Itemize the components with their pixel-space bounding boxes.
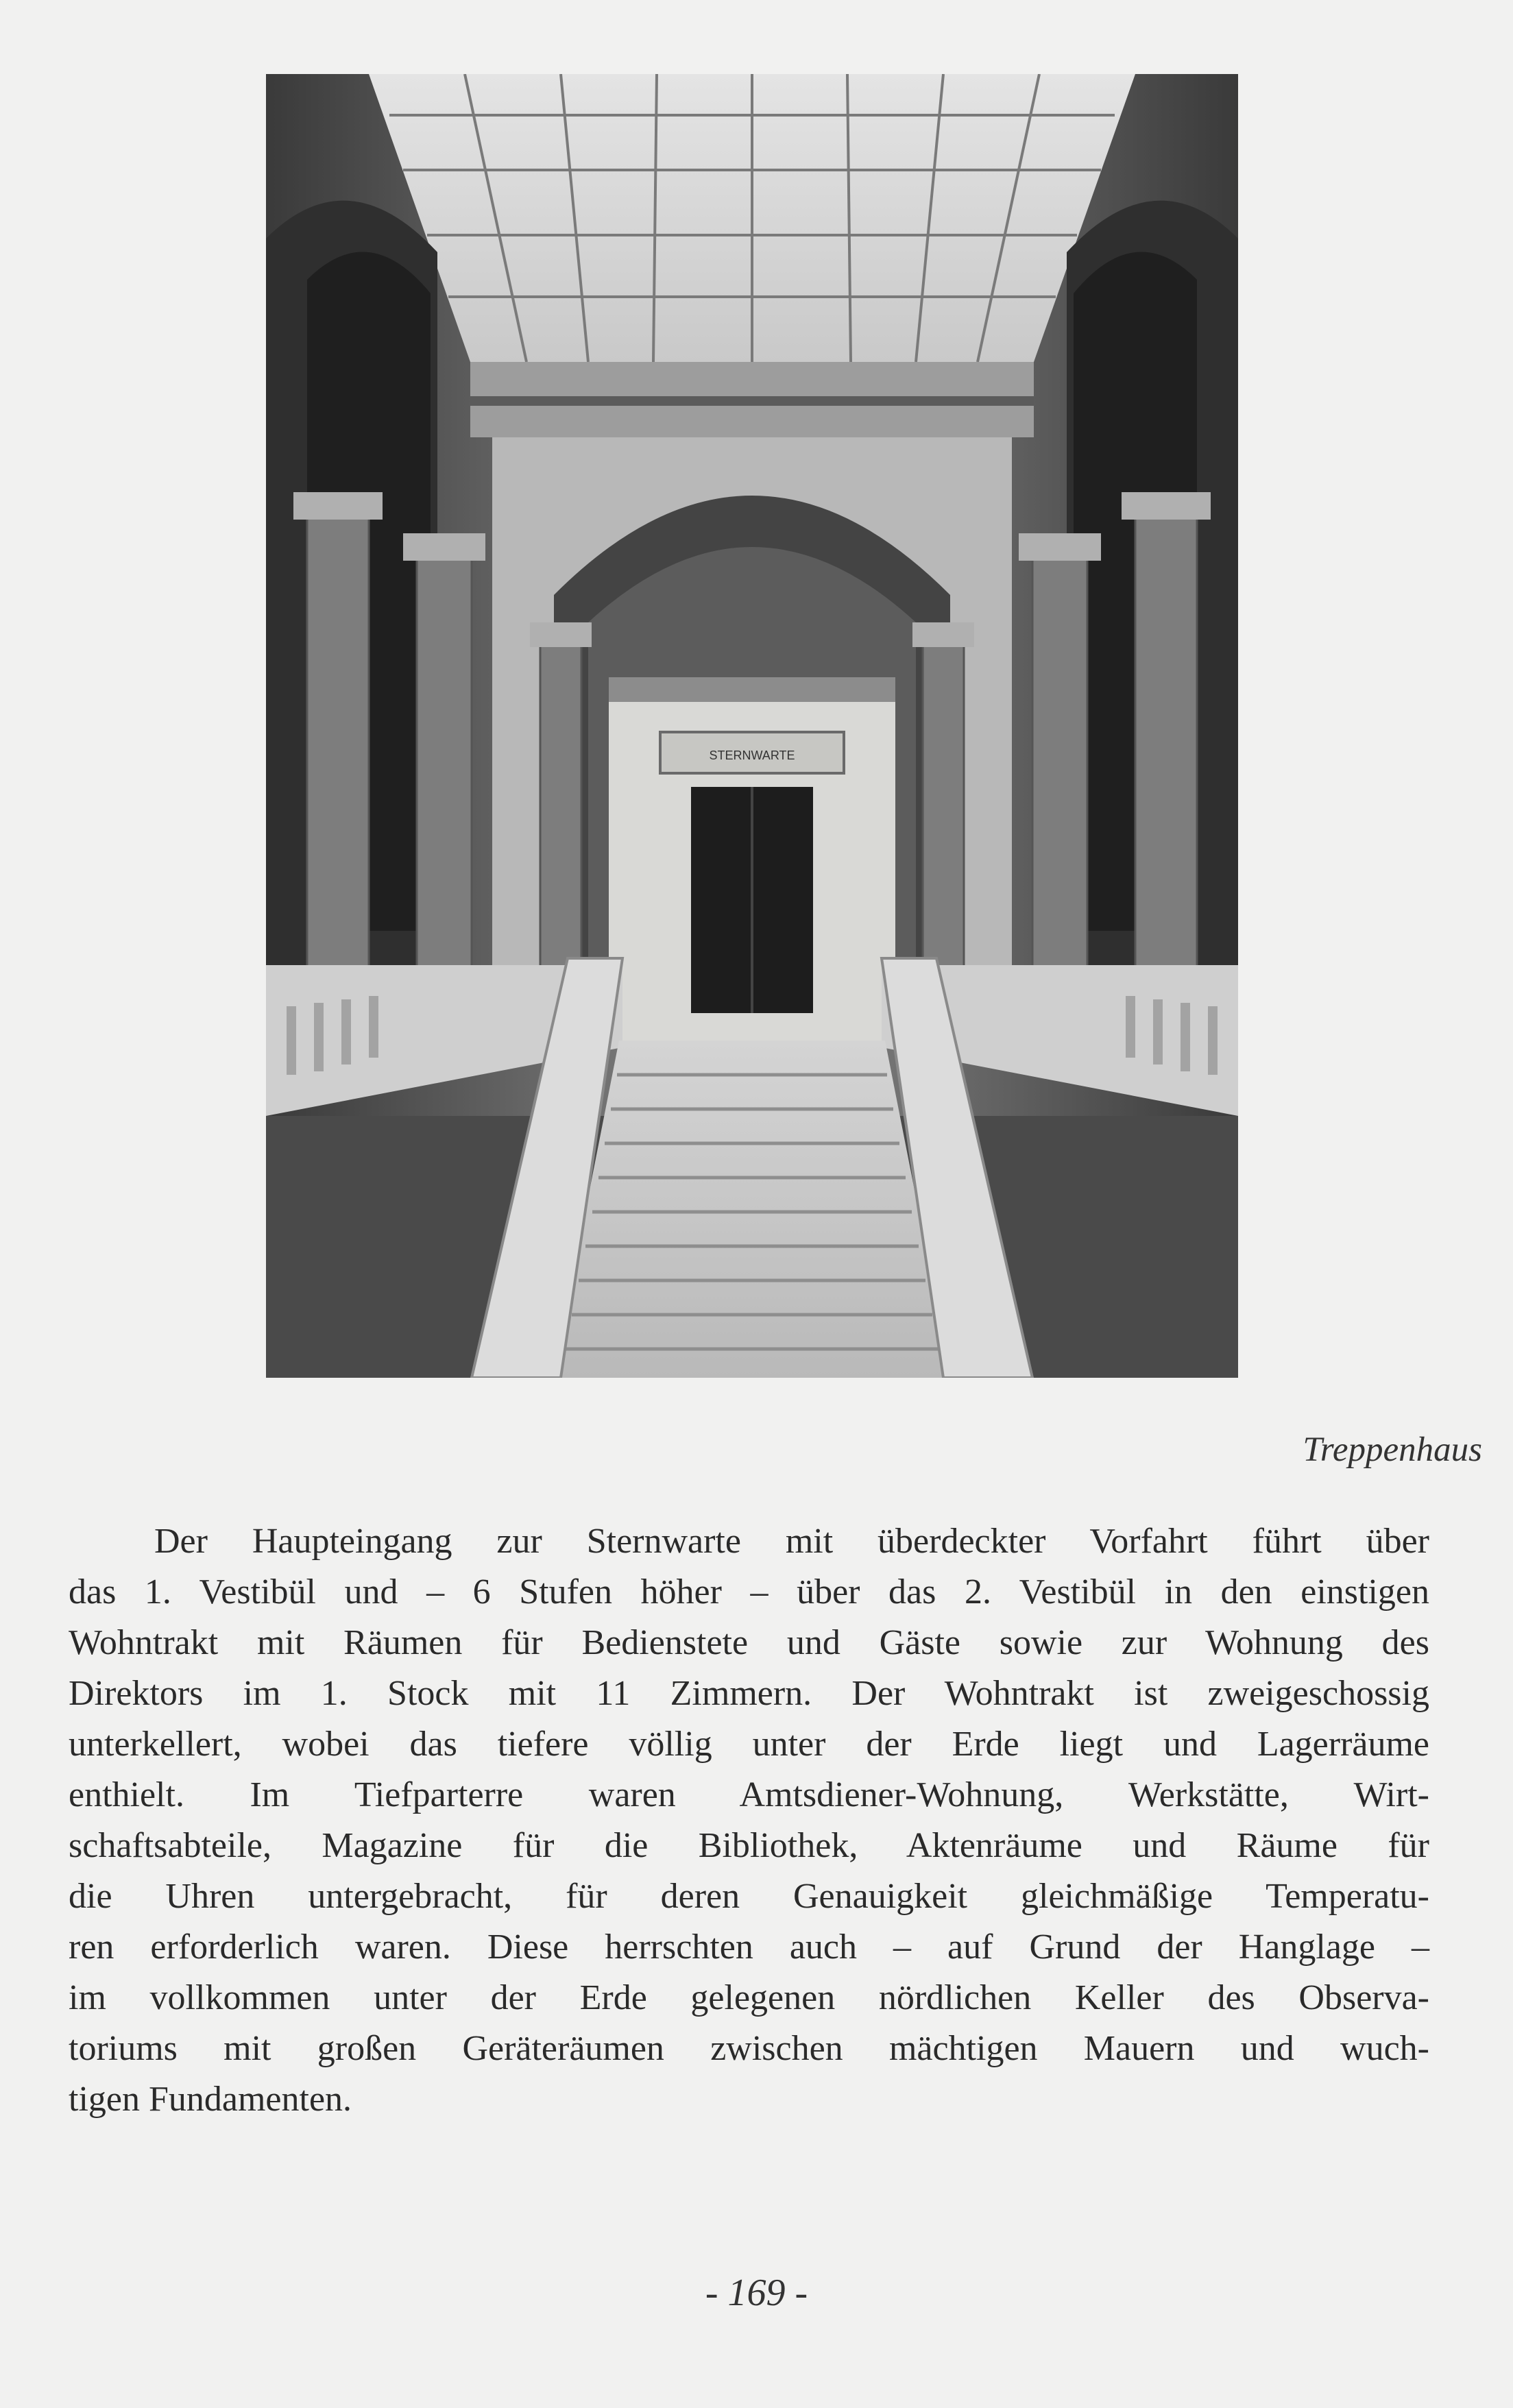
page-number: - 169 - [705, 2272, 808, 2314]
paragraph-line: Wohntrakt mit Räumen für Bedienstete und Gäste sowie zur Wohnung des [69, 1623, 1429, 1662]
staircase-photo [266, 74, 1238, 1378]
paragraph-line: Der Haupteingang zur Sternwarte mit überdeckter Vorfahrt führt über [154, 1522, 1429, 1561]
staircase-illustration [266, 74, 1238, 1378]
paragraph-line: ren erforderlich waren. Diese herrschten auch – auf Grund der Hanglage – [69, 1927, 1429, 1967]
paragraph-line: toriums mit großen Geräteräumen zwischen mächtigen Mauern und wuch- [69, 2029, 1429, 2068]
body-paragraph [69, 1516, 1429, 2125]
paragraph-line: tigen Fundamenten. [69, 2080, 352, 2119]
paragraph-line: schaftsabteile, Magazine für die Bibliothek, Aktenräume und Räume für [69, 1826, 1429, 1865]
paragraph-line: im vollkommen unter der Erde gelegenen nördlichen Keller des Observa- [69, 1978, 1429, 2017]
paragraph-line: Direktors im 1. Stock mit 11 Zimmern. Der Wohntrakt ist zweigeschossig [69, 1674, 1429, 1713]
paragraph-line: enthielt. Im Tiefparterre waren Amtsdiener-Wohnung, Werkstätte, Wirt- [69, 1775, 1429, 1814]
figure-caption: Treppenhaus [1303, 1431, 1482, 1469]
paragraph-line: unterkellert, wobei das tiefere völlig unter der Erde liegt und Lagerräume [69, 1725, 1429, 1764]
door-sign-text: STERNWARTE [709, 749, 795, 762]
paragraph-line: das 1. Vestibül und – 6 Stufen höher – über das 2. Vestibül in den einstigen [69, 1572, 1429, 1612]
paragraph-line: die Uhren untergebracht, für deren Genauigkeit gleichmäßige Temperatu- [69, 1877, 1429, 1916]
